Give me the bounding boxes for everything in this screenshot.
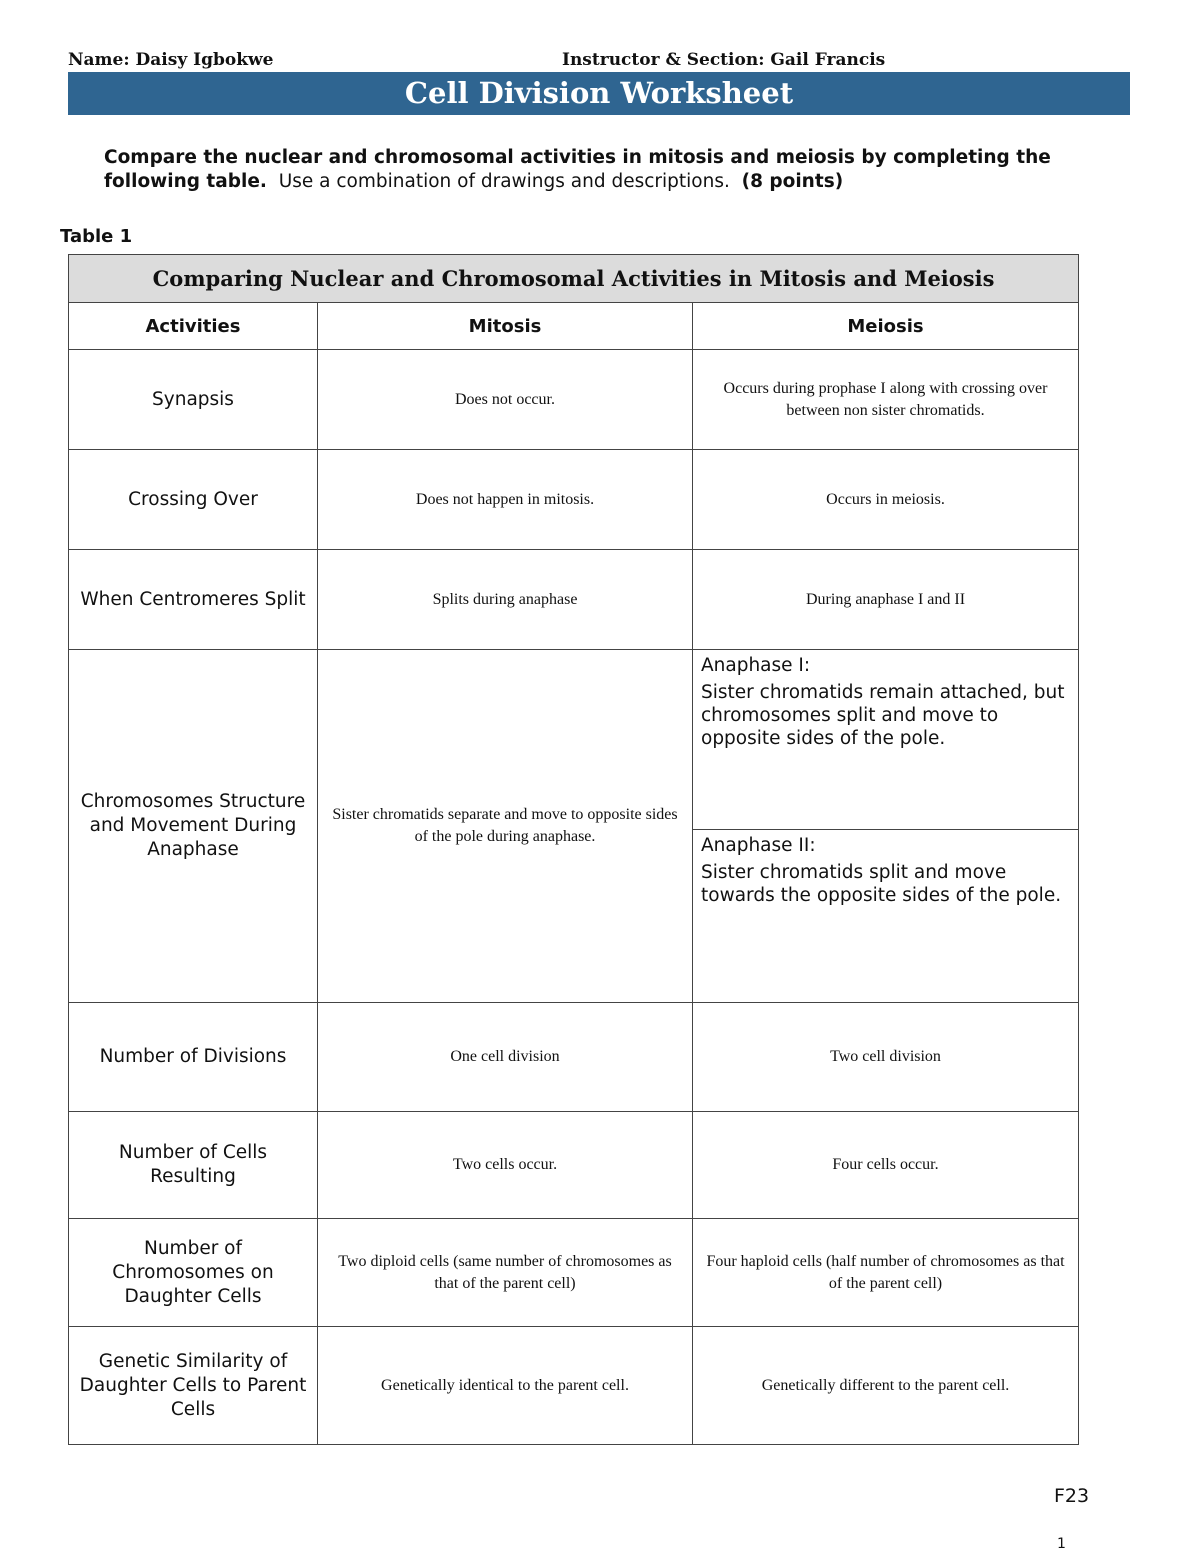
- mitosis-cell: Genetically identical to the parent cell.: [318, 1327, 693, 1445]
- comparison-table: [68, 254, 1079, 1445]
- activity-cell: Number of Cells Resulting: [69, 1112, 318, 1219]
- instructions-normal: Use a combination of drawings and descriptions.: [278, 171, 730, 192]
- table-row: [69, 1219, 1079, 1327]
- meiosis-cell: Occurs in meiosis.: [693, 450, 1079, 550]
- activity-cell: Number of Chromosomes on Daughter Cells: [69, 1219, 318, 1327]
- anaphase-2-text: Sister chromatids split and move towards the opposite sides of the pole.: [701, 862, 1062, 906]
- instructions-points: (8 points): [741, 171, 844, 192]
- anaphase-1-label: Anaphase I:: [701, 655, 811, 676]
- table-caption: Comparing Nuclear and Chromosomal Activities in Mitosis and Meiosis: [69, 255, 1079, 303]
- table-label: Table 1: [60, 226, 133, 247]
- table-row: [69, 450, 1079, 550]
- activity-cell: When Centromeres Split: [69, 550, 318, 650]
- activity-cell: Crossing Over: [69, 450, 318, 550]
- instructions: [104, 146, 1094, 194]
- table-row: [69, 350, 1079, 450]
- meiosis-cell: Four haploid cells (half number of chromosomes as that of the parent cell): [693, 1219, 1079, 1327]
- mitosis-cell: Splits during anaphase: [318, 550, 693, 650]
- mitosis-cell: Does not occur.: [318, 350, 693, 450]
- mitosis-cell: Two cells occur.: [318, 1112, 693, 1219]
- table-row: [69, 1003, 1079, 1112]
- mitosis-cell: Two diploid cells (same number of chromosomes as that of the parent cell): [318, 1219, 693, 1327]
- meiosis-cell: Two cell division: [693, 1003, 1079, 1112]
- activity-cell: Synapsis: [69, 350, 318, 450]
- anaphase-1-text: Sister chromatids remain attached, but chromosomes split and move to opposite sides of the pole.: [701, 682, 1065, 749]
- anaphase-1-block: [693, 650, 1078, 830]
- anaphase-2-block: [693, 830, 1078, 1001]
- instructions-bold: Compare the nuclear and chromosomal activities in mitosis and meiosis by completing the following table.: [104, 147, 1051, 192]
- footer-code: F23: [1054, 1485, 1090, 1507]
- activity-cell: Number of Divisions: [69, 1003, 318, 1112]
- student-name: Name: Daisy Igbokwe: [68, 50, 274, 70]
- meiosis-anaphase-cell: [693, 650, 1079, 1003]
- meiosis-cell: Occurs during prophase I along with crossing over between non sister chromatids.: [693, 350, 1079, 450]
- activity-cell: Chromosomes Structure and Movement During Anaphase: [69, 650, 318, 1003]
- meiosis-cell: Four cells occur.: [693, 1112, 1079, 1219]
- mitosis-cell: One cell division: [318, 1003, 693, 1112]
- mitosis-cell: Does not happen in mitosis.: [318, 450, 693, 550]
- mitosis-cell: Sister chromatids separate and move to opposite sides of the pole during anaphase.: [318, 650, 693, 1003]
- table-row: [69, 1112, 1079, 1219]
- meiosis-cell: Genetically different to the parent cell.: [693, 1327, 1079, 1445]
- table-row: [69, 1327, 1079, 1445]
- page-number: 1: [1057, 1536, 1066, 1552]
- column-header-meiosis: Meiosis: [693, 303, 1079, 350]
- worksheet-title: Cell Division Worksheet: [68, 72, 1130, 115]
- meiosis-cell: During anaphase I and II: [693, 550, 1079, 650]
- table-row: [69, 550, 1079, 650]
- anaphase-2-label: Anaphase II:: [701, 835, 816, 856]
- instructor-section: Instructor & Section: Gail Francis: [562, 50, 886, 70]
- column-header-activities: Activities: [69, 303, 318, 350]
- table-row: [69, 650, 1079, 1003]
- activity-cell: Genetic Similarity of Daughter Cells to Parent Cells: [69, 1327, 318, 1445]
- column-header-mitosis: Mitosis: [318, 303, 693, 350]
